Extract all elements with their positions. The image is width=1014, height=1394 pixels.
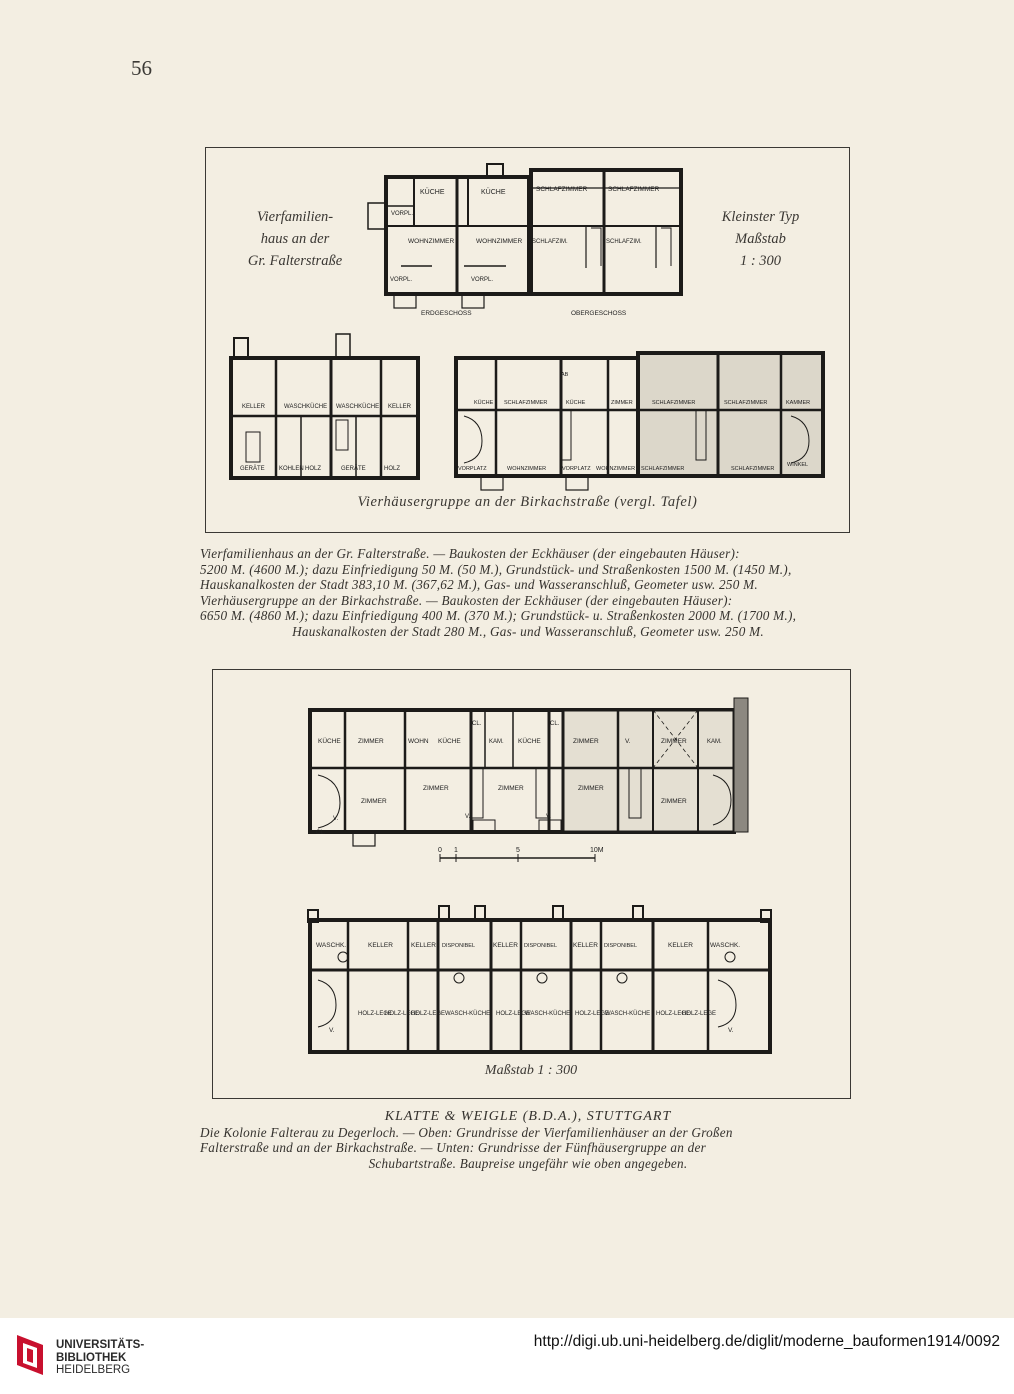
library-name-line: UNIVERSITÄTS-	[56, 1339, 145, 1351]
svg-text:VORPLATZ: VORPLATZ	[458, 466, 487, 472]
page-number: 56	[131, 56, 152, 80]
svg-text:ZIMMER: ZIMMER	[661, 798, 687, 805]
birkach-ground-outline	[456, 358, 638, 476]
caption-line: 6650 M. (4860 M.); dazu Einfriedigung 400 M. (370 M.); Grundstück- u. Straßenkosten 2000 M. (1700 M.),	[200, 608, 797, 624]
svg-text:DISPONIBEL: DISPONIBEL	[442, 943, 476, 949]
svg-text:HOLZ: HOLZ	[384, 466, 401, 472]
svg-text:SCHLAFZIMMER: SCHLAFZIMMER	[724, 400, 768, 406]
svg-text:SCHLAFZIMMER: SCHLAFZIMMER	[504, 400, 548, 406]
svg-text:WASCH-KÜCHE: WASCH-KÜCHE	[605, 1011, 651, 1017]
svg-text:HOLZ-LEGE: HOLZ-LEGE	[411, 1011, 446, 1017]
left-label-line: Gr. Falterstraße	[247, 253, 343, 269]
caption-line: Hauskanalkosten der Stadt 383,10 M. (367,62 M.), Gas- und Wasseranschluß, Geometer usw. 250 M.	[200, 577, 758, 593]
shaded-house	[563, 710, 734, 832]
entrance-steps	[462, 294, 484, 308]
svg-text:ZIMMER: ZIMMER	[361, 798, 387, 805]
svg-text:ZIMMER: ZIMMER	[358, 738, 384, 745]
svg-text:VORPL.: VORPL.	[471, 277, 494, 283]
caption-1	[200, 546, 856, 640]
svg-text:10M: 10M	[590, 847, 604, 854]
library-name	[56, 1339, 144, 1377]
svg-text:HOLZ-LEGE: HOLZ-LEGE	[575, 1011, 610, 1017]
svg-text:SCHLAFZIM.: SCHLAFZIM.	[532, 239, 568, 245]
svg-text:KÜCHE: KÜCHE	[438, 738, 461, 745]
svg-text:HOLZ-LEGE: HOLZ-LEGE	[385, 1011, 420, 1017]
svg-text:ZIMMER: ZIMMER	[573, 738, 599, 745]
svg-text:ZIMMER: ZIMMER	[498, 785, 524, 792]
figure-2-scale-label: Maßstab 1 : 300	[484, 1063, 578, 1078]
caption-line: Hauskanalkosten der Stadt 280 M., Gas- und Wasseranschluß, Geometer usw. 250 M.	[292, 623, 764, 639]
svg-text:V.: V.	[333, 816, 339, 822]
svg-text:CL.: CL.	[316, 830, 326, 836]
svg-text:AB: AB	[561, 372, 569, 378]
svg-text:SCHLAFZIMMER: SCHLAFZIMMER	[536, 186, 588, 193]
right-label-line: Kleinster Typ	[721, 209, 800, 225]
lower-floorplan	[308, 906, 771, 1052]
svg-text:SCHLAFZIM.: SCHLAFZIM.	[606, 239, 642, 245]
lower-group-outline	[310, 920, 770, 1052]
svg-text:VORPL.: VORPL.	[390, 277, 413, 283]
left-label-line: Vierfamilien-	[256, 209, 334, 225]
svg-text:SCHLAFZIMMER: SCHLAFZIMMER	[652, 400, 696, 406]
svg-text:KÜCHE: KÜCHE	[481, 189, 506, 196]
caption-2-heading: KLATTE & WEIGLE (B.D.A.), STUTTGART	[384, 1109, 672, 1124]
svg-text:KELLER: KELLER	[411, 942, 436, 949]
svg-text:WOHN: WOHN	[408, 738, 429, 745]
svg-text:WOHNZIMMER: WOHNZIMMER	[507, 466, 547, 472]
upper-floorplan	[310, 698, 748, 862]
figure-2-floorplans	[213, 670, 850, 1098]
svg-text:WOHNZIMMER: WOHNZIMMER	[476, 238, 523, 245]
caption-line: Vierhäusergruppe an der Birkachstraße. — Baukosten der Eckhäuser (der eingebauten Häuser):	[200, 592, 733, 608]
svg-text:ERDGESCHOSS: ERDGESCHOSS	[421, 310, 472, 317]
svg-text:WASCHKÜCHE: WASCHKÜCHE	[336, 404, 380, 410]
svg-text:KÜCHE: KÜCHE	[474, 400, 494, 406]
figure-1-frame	[205, 147, 850, 533]
svg-text:HOLZ-LEGE: HOLZ-LEGE	[496, 1011, 531, 1017]
caption-line: 5200 M. (4600 M.); dazu Einfriedigung 50 M. (50 M.), Grundstück- und Straßenkosten 1500 M. (1450 M.),	[200, 561, 792, 577]
svg-text:HOLZ-LEGE: HOLZ-LEGE	[682, 1011, 717, 1017]
right-label-line: Maßstab	[735, 231, 786, 247]
entrance-steps	[368, 203, 386, 229]
caption-line: Falterstraße und an der Birkachstraße. — Unten: Grundrisse der Fünfhäusergruppe an der	[200, 1140, 706, 1156]
svg-text:GERÄTE: GERÄTE	[240, 466, 265, 472]
library-name-line: BIBLIOTHEK	[56, 1351, 127, 1364]
svg-text:KELLER: KELLER	[368, 942, 393, 949]
svg-text:ZIMMER: ZIMMER	[423, 785, 449, 792]
svg-text:WASCH-KÜCHE: WASCH-KÜCHE	[445, 1011, 491, 1017]
svg-text:DISPONIBEL: DISPONIBEL	[604, 943, 638, 949]
svg-text:WOHNZIMMER: WOHNZIMMER	[408, 238, 455, 245]
svg-text:HOLZ-LEGE: HOLZ-LEGE	[358, 1011, 393, 1017]
svg-text:WASCHKÜCHE: WASCHKÜCHE	[284, 404, 328, 410]
caption-2	[200, 1109, 856, 1171]
figure-2-frame	[212, 669, 851, 1099]
caption-line: Die Kolonie Falterau zu Degerloch. — Oben: Grundrisse der Vierfamilienhäuser an der Großen	[200, 1124, 733, 1140]
caption-line: Schubartstraße. Baupreise ungefähr wie oben angegeben.	[368, 1155, 688, 1171]
svg-text:KAM.: KAM.	[489, 739, 504, 745]
svg-text:WASCHK.: WASCHK.	[710, 942, 741, 949]
svg-text:WOHNZIMMER: WOHNZIMMER	[596, 466, 636, 472]
svg-text:WASCH-KÜCHE: WASCH-KÜCHE	[525, 1011, 571, 1017]
svg-text:V.: V.	[465, 814, 471, 820]
library-footer	[0, 1318, 1014, 1394]
svg-text:HOLZ: HOLZ	[305, 466, 322, 472]
svg-text:SCHLAFZIMMER: SCHLAFZIMMER	[608, 186, 660, 193]
svg-text:VORPL.: VORPL.	[391, 211, 414, 217]
svg-text:VORPLATZ: VORPLATZ	[562, 466, 591, 472]
svg-text:KOHLEN: KOHLEN	[279, 466, 304, 472]
scale-bar	[438, 847, 604, 862]
figure-1-caption: Vierhäusergruppe an der Birkachstraße (vergl. Tafel)	[357, 494, 698, 510]
svg-text:GERÄTE: GERÄTE	[341, 466, 366, 472]
svg-text:KÜCHE: KÜCHE	[420, 189, 445, 196]
svg-text:KÜCHE: KÜCHE	[518, 738, 541, 745]
svg-text:0: 0	[438, 847, 442, 854]
right-label-line: 1 : 300	[739, 253, 782, 269]
svg-text:ZIMMER: ZIMMER	[578, 785, 604, 792]
svg-text:KELLER: KELLER	[573, 942, 598, 949]
svg-text:SCHLAFZIMMER: SCHLAFZIMMER	[641, 466, 685, 472]
upper-floorplan	[368, 164, 681, 317]
cellar-outline	[231, 358, 418, 478]
svg-text:WINKEL: WINKEL	[787, 462, 809, 468]
figure-1-floorplans	[206, 148, 849, 532]
svg-text:KELLER: KELLER	[668, 942, 693, 949]
svg-text:KAM.: KAM.	[707, 739, 722, 745]
library-logo-icon	[13, 1331, 51, 1379]
svg-text:KELLER: KELLER	[242, 404, 266, 410]
svg-text:HOLZ-LEGE: HOLZ-LEGE	[656, 1011, 691, 1017]
svg-text:1: 1	[454, 847, 458, 854]
birkach-upper-outline	[638, 353, 823, 476]
library-name-line: HEIDELBERG	[56, 1364, 131, 1376]
svg-text:KÜCHE: KÜCHE	[566, 400, 586, 406]
entrance-steps	[394, 294, 416, 308]
svg-text:SCHLAFZIMMER: SCHLAFZIMMER	[731, 466, 775, 472]
left-label-line: haus an der	[260, 231, 330, 247]
svg-text:V.: V.	[329, 1027, 335, 1034]
svg-text:KELLER: KELLER	[493, 942, 518, 949]
svg-text:KAMMER: KAMMER	[786, 400, 811, 406]
svg-text:CL.: CL.	[472, 721, 482, 727]
svg-text:KÜCHE: KÜCHE	[318, 738, 341, 745]
svg-text:V.: V.	[546, 814, 552, 820]
lower-floorplan	[231, 334, 823, 490]
svg-text:CL.: CL.	[550, 721, 560, 727]
svg-text:ZIMMER: ZIMMER	[611, 400, 633, 406]
svg-text:KELLER: KELLER	[388, 404, 412, 410]
svg-text:V.: V.	[728, 1027, 734, 1034]
caption-line: Vierfamilienhaus an der Gr. Falterstraße. — Baukosten der Eckhäuser (der eingebauten Häuser):	[200, 546, 740, 561]
svg-text:WASCHK.: WASCHK.	[316, 942, 347, 949]
svg-text:DISPONIBEL: DISPONIBEL	[524, 943, 558, 949]
source-url-link[interactable]: http://digi.ub.uni-heidelberg.de/diglit/moderne_bauformen1914/0092	[533, 1333, 1000, 1350]
svg-text:V.: V.	[625, 738, 631, 745]
svg-text:OBERGESCHOSS: OBERGESCHOSS	[571, 310, 627, 317]
svg-text:ZIMMER: ZIMMER	[661, 738, 687, 745]
svg-text:5: 5	[516, 847, 520, 854]
